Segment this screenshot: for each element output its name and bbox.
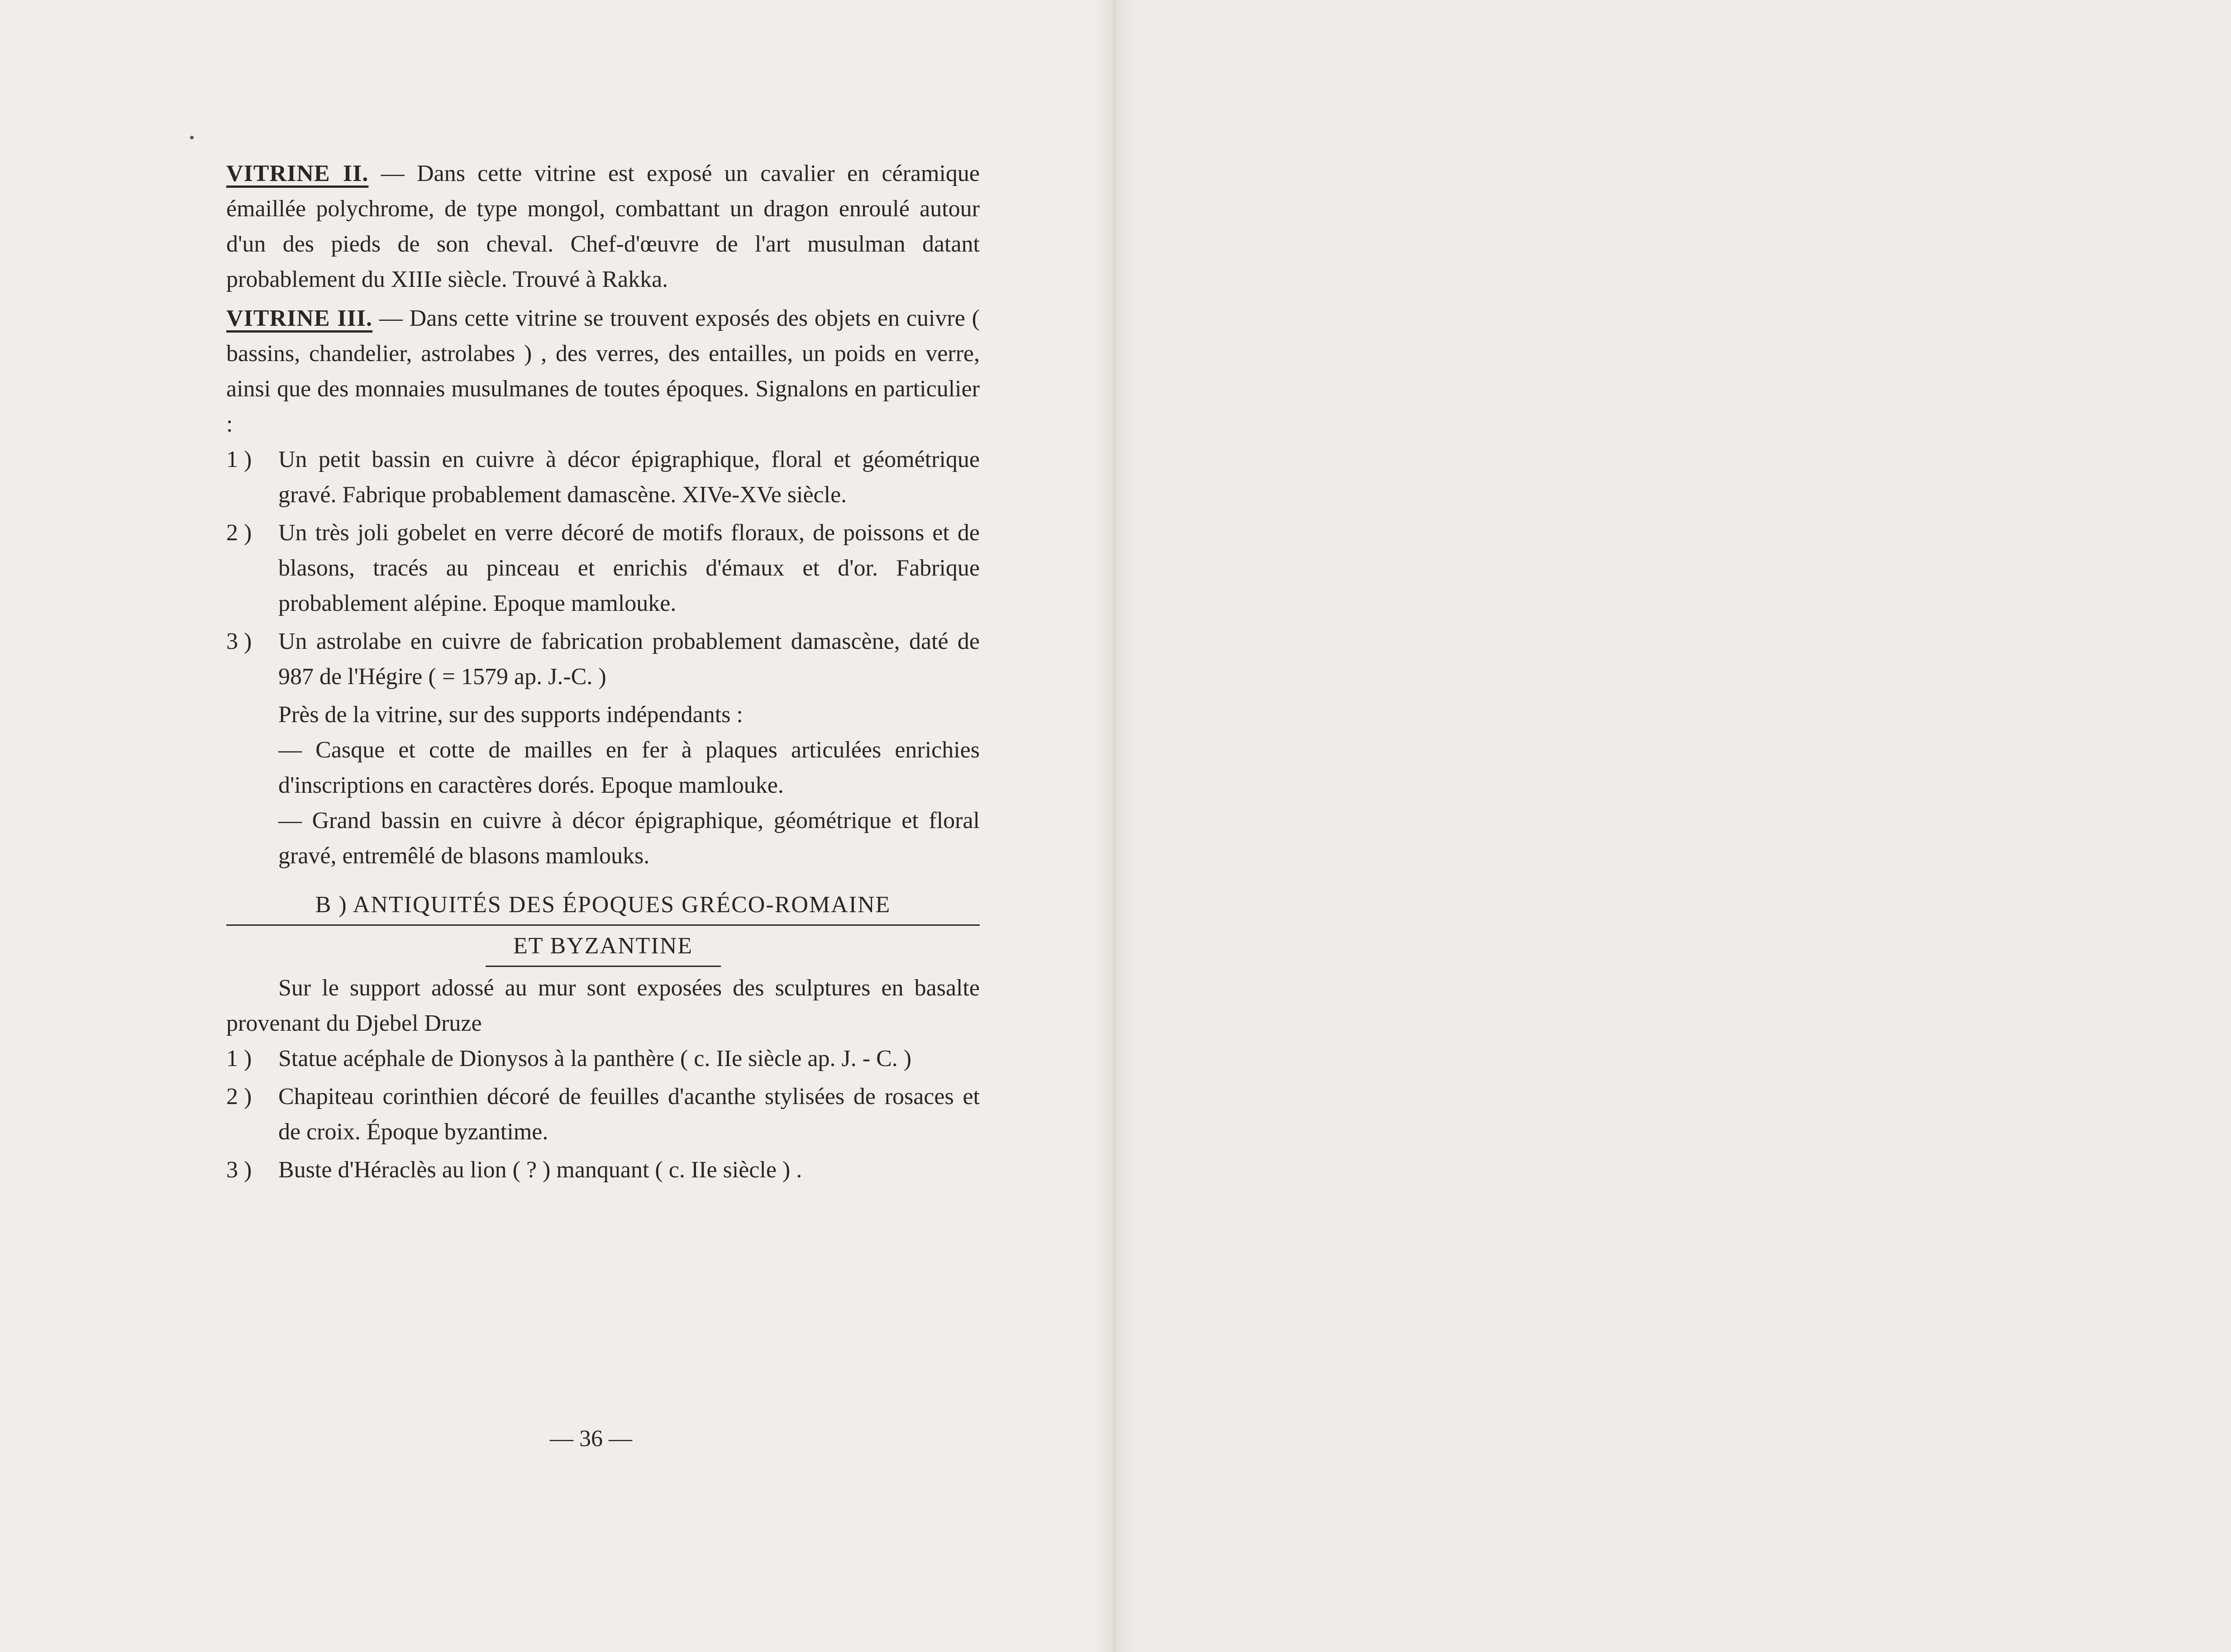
section-b-title-line1: B ) ANTIQUITÉS DES ÉPOQUES GRÉCO-ROMAINE (226, 887, 980, 926)
section-b-title (226, 887, 980, 967)
vitrine-3-paragraph (226, 301, 980, 442)
list-item (226, 1041, 980, 1076)
list-item (226, 1079, 980, 1150)
ink-speck (190, 136, 194, 139)
right-page (1114, 0, 2231, 1652)
section-b-title-line2: ET BYZANTINE (486, 928, 721, 967)
list-item (226, 624, 980, 695)
item-number: 2 ) (226, 520, 252, 546)
item-number: 3 ) (226, 628, 252, 654)
dash-item: — Grand bassin en cuivre à décor épigraphique, géométrique et floral gravé, entremêlé de blasons mamlouks. (278, 808, 980, 869)
section-b-intro: Sur le support adossé au mur sont exposées des sculptures en basalte provenant du Djebel Druze (226, 975, 980, 1036)
vitrine-3-text: — Dans cette vitrine se trouvent exposés des objets en cuivre ( bassins, chandelier, astrolabes ) , des verres, des entailles, un poids en verre, ainsi que des monnaies musulmanes de toutes époques. Signalons en particulier : (226, 305, 980, 437)
item-number: 1 ) (226, 447, 252, 472)
vitrine-2-label: VITRINE II. (226, 161, 369, 186)
near-vitrine-text: Près de la vitrine, sur des supports indépendants : (278, 702, 743, 728)
page-number-left: — 36 — (550, 1426, 632, 1452)
item-text: Chapiteau corinthien décoré de feuilles d'acanthe stylisées de rosaces et de croix. Époque byzantime. (278, 1084, 980, 1145)
item-text: Statue acéphale de Dionysos à la panthère ( c. IIe siècle ap. J. - C. ) (278, 1046, 912, 1071)
item-text: Buste d'Héraclès au lion ( ? ) manquant ( c. IIe siècle ) . (278, 1157, 802, 1183)
item-number: 3 ) (226, 1157, 252, 1183)
vitrine-2-text: — Dans cette vitrine est exposé un cavalier en céramique émaillée polychrome, de type mongol, combattant un dragon enroulé autour d'un des pieds de son cheval. Chef-d'œuvre de l'art musulman datant probablement du XIIIe siècle. Trouvé à Rakka. (226, 161, 980, 292)
list-item (226, 1152, 980, 1188)
item-number: 2 ) (226, 1084, 252, 1109)
book-gutter (1095, 0, 1133, 1652)
item-text: Un petit bassin en cuivre à décor épigraphique, floral et géométrique gravé. Fabrique probablement damascène. XIVe-XVe siècle. (278, 447, 980, 508)
left-page (0, 0, 1114, 1652)
item-text: Un très joli gobelet en verre décoré de motifs floraux, de poissons et de blasons, tracés au pinceau et enrichis d'émaux et d'or. Fabrique probablement alépine. Epoque mamlouke. (278, 520, 980, 616)
list-item (226, 442, 980, 513)
vitrine-3-label: VITRINE III. (226, 305, 373, 331)
left-column (226, 156, 980, 1190)
dash-item: — Casque et cotte de mailles en fer à plaques articulées enrichies d'inscriptions en caractères dorés. Epoque mamlouke. (278, 737, 980, 798)
item-text: Un astrolabe en cuivre de fabrication probablement damascène, daté de 987 de l'Hégire ( = 1579 ap. J.-C. ) (278, 628, 980, 690)
list-item (226, 515, 980, 621)
item-number: 1 ) (226, 1046, 252, 1071)
vitrine-2-paragraph (226, 156, 980, 297)
